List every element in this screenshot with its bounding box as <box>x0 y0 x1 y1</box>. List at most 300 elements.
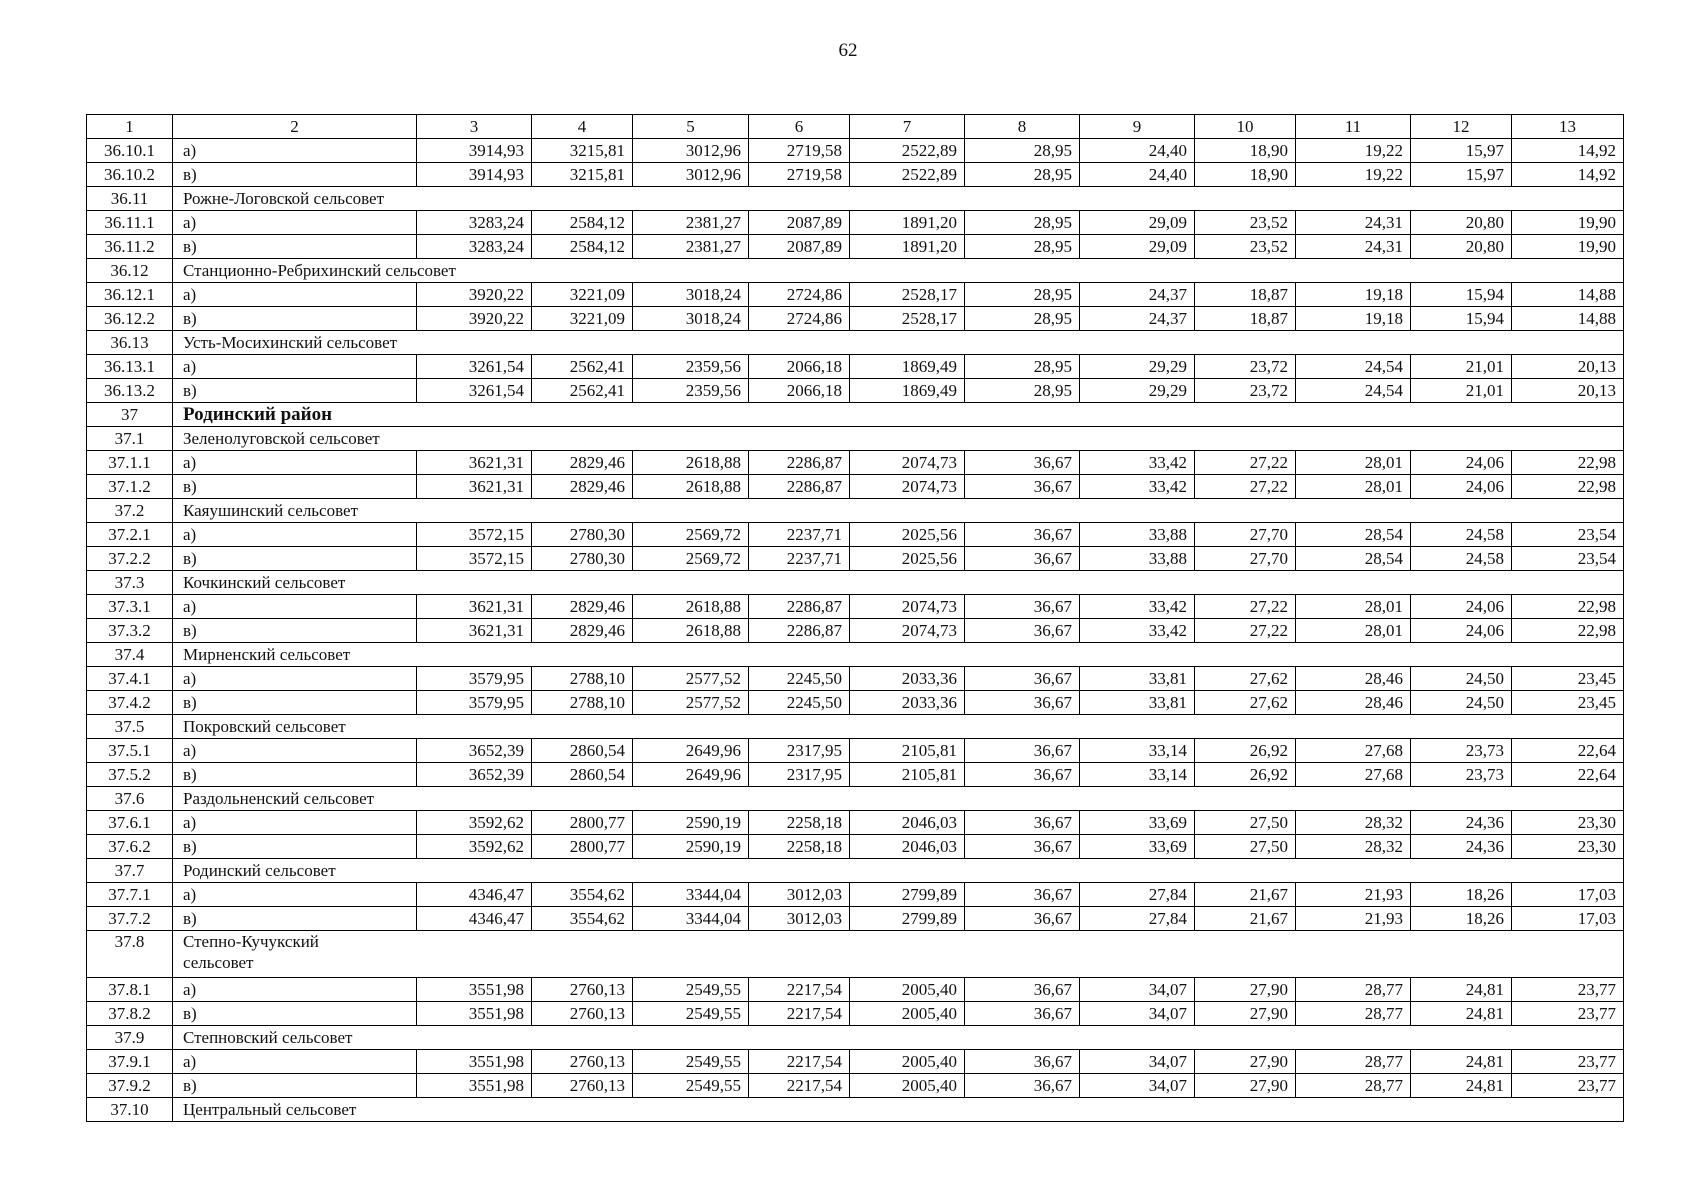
section-title: Кочкинский сельсовет <box>173 571 1624 595</box>
table-row <box>87 163 1624 187</box>
value-cell: 2760,13 <box>532 978 633 1002</box>
value-cell: 2074,73 <box>850 451 965 475</box>
row-code: 37.1 <box>87 427 173 451</box>
row-code: 37.2.1 <box>87 523 173 547</box>
row-label: а) <box>173 283 417 307</box>
value-cell: 2719,58 <box>749 139 850 163</box>
row-label: а) <box>173 811 417 835</box>
section-row <box>87 1026 1624 1050</box>
value-cell: 23,73 <box>1411 739 1512 763</box>
row-code: 37.9.1 <box>87 1050 173 1074</box>
value-cell: 15,97 <box>1411 163 1512 187</box>
value-cell: 23,72 <box>1195 379 1296 403</box>
value-cell: 27,22 <box>1195 595 1296 619</box>
row-code: 37.5.2 <box>87 763 173 787</box>
table-row <box>87 451 1624 475</box>
value-cell: 24,58 <box>1411 523 1512 547</box>
value-cell: 2217,54 <box>749 1050 850 1074</box>
value-cell: 2359,56 <box>633 379 749 403</box>
section-row <box>87 331 1624 355</box>
value-cell: 22,64 <box>1512 739 1624 763</box>
value-cell: 23,45 <box>1512 667 1624 691</box>
value-cell: 28,46 <box>1296 691 1411 715</box>
value-cell: 34,07 <box>1080 978 1195 1002</box>
value-cell: 33,88 <box>1080 547 1195 571</box>
row-code: 37.9 <box>87 1026 173 1050</box>
table-row <box>87 811 1624 835</box>
value-cell: 2087,89 <box>749 235 850 259</box>
value-cell: 21,01 <box>1411 379 1512 403</box>
value-cell: 23,77 <box>1512 1050 1624 1074</box>
table-row <box>87 211 1624 235</box>
value-cell: 14,92 <box>1512 139 1624 163</box>
value-cell: 2829,46 <box>532 475 633 499</box>
value-cell: 33,42 <box>1080 451 1195 475</box>
value-cell: 28,54 <box>1296 547 1411 571</box>
value-cell: 23,45 <box>1512 691 1624 715</box>
value-cell: 36,67 <box>965 1002 1080 1026</box>
value-cell: 24,81 <box>1411 1050 1512 1074</box>
value-cell: 2046,03 <box>850 835 965 859</box>
value-cell: 33,88 <box>1080 523 1195 547</box>
value-cell: 2237,71 <box>749 547 850 571</box>
row-label: в) <box>173 475 417 499</box>
value-cell: 28,46 <box>1296 667 1411 691</box>
value-cell: 2025,56 <box>850 523 965 547</box>
table-row <box>87 139 1624 163</box>
row-label: а) <box>173 211 417 235</box>
value-cell: 2760,13 <box>532 1002 633 1026</box>
row-label: в) <box>173 379 417 403</box>
value-cell: 36,67 <box>965 811 1080 835</box>
row-code: 37.9.2 <box>87 1074 173 1098</box>
value-cell: 24,81 <box>1411 978 1512 1002</box>
value-cell: 33,81 <box>1080 691 1195 715</box>
value-cell: 3652,39 <box>417 739 532 763</box>
value-cell: 2590,19 <box>633 811 749 835</box>
district-row <box>87 403 1624 427</box>
value-cell: 2105,81 <box>850 739 965 763</box>
value-cell: 29,09 <box>1080 235 1195 259</box>
row-label: а) <box>173 139 417 163</box>
value-cell: 3018,24 <box>633 283 749 307</box>
value-cell: 28,95 <box>965 211 1080 235</box>
value-cell: 2562,41 <box>532 355 633 379</box>
value-cell: 24,36 <box>1411 835 1512 859</box>
value-cell: 23,73 <box>1411 763 1512 787</box>
value-cell: 15,94 <box>1411 283 1512 307</box>
value-cell: 2562,41 <box>532 379 633 403</box>
row-code: 36.10.1 <box>87 139 173 163</box>
value-cell: 28,01 <box>1296 475 1411 499</box>
value-cell: 23,77 <box>1512 1002 1624 1026</box>
value-cell: 2788,10 <box>532 667 633 691</box>
table-row <box>87 379 1624 403</box>
table-row <box>87 355 1624 379</box>
value-cell: 28,77 <box>1296 1050 1411 1074</box>
value-cell: 3914,93 <box>417 163 532 187</box>
value-cell: 3261,54 <box>417 379 532 403</box>
value-cell: 2780,30 <box>532 523 633 547</box>
value-cell: 14,88 <box>1512 283 1624 307</box>
table-row <box>87 978 1624 1002</box>
value-cell: 4346,47 <box>417 907 532 931</box>
row-label: а) <box>173 883 417 907</box>
value-cell: 3554,62 <box>532 907 633 931</box>
section-row <box>87 187 1624 211</box>
value-cell: 29,29 <box>1080 355 1195 379</box>
value-cell: 27,90 <box>1195 1050 1296 1074</box>
value-cell: 33,42 <box>1080 595 1195 619</box>
value-cell: 2760,13 <box>532 1050 633 1074</box>
value-cell: 22,98 <box>1512 595 1624 619</box>
row-label: в) <box>173 1074 417 1098</box>
value-cell: 26,92 <box>1195 763 1296 787</box>
value-cell: 2286,87 <box>749 595 850 619</box>
value-cell: 36,67 <box>965 1074 1080 1098</box>
value-cell: 24,50 <box>1411 667 1512 691</box>
value-cell: 28,95 <box>965 139 1080 163</box>
value-cell: 3018,24 <box>633 307 749 331</box>
row-code: 37.3.2 <box>87 619 173 643</box>
value-cell: 1869,49 <box>850 379 965 403</box>
value-cell: 33,81 <box>1080 667 1195 691</box>
table-row <box>87 691 1624 715</box>
value-cell: 33,42 <box>1080 619 1195 643</box>
value-cell: 2549,55 <box>633 978 749 1002</box>
value-cell: 2829,46 <box>532 619 633 643</box>
column-number: 1 <box>87 115 173 139</box>
value-cell: 2649,96 <box>633 763 749 787</box>
value-cell: 20,80 <box>1411 235 1512 259</box>
value-cell: 23,30 <box>1512 835 1624 859</box>
section-row <box>87 643 1624 667</box>
value-cell: 2359,56 <box>633 355 749 379</box>
value-cell: 2286,87 <box>749 451 850 475</box>
row-code: 36.13 <box>87 331 173 355</box>
value-cell: 33,14 <box>1080 763 1195 787</box>
value-cell: 27,62 <box>1195 691 1296 715</box>
row-label: а) <box>173 739 417 763</box>
value-cell: 2799,89 <box>850 883 965 907</box>
section-title-text: Степно-Кучукский сельсовет <box>183 932 319 972</box>
value-cell: 34,07 <box>1080 1002 1195 1026</box>
value-cell: 2618,88 <box>633 475 749 499</box>
value-cell: 2549,55 <box>633 1002 749 1026</box>
value-cell: 2800,77 <box>532 811 633 835</box>
value-cell: 21,67 <box>1195 907 1296 931</box>
value-cell: 3012,96 <box>633 139 749 163</box>
section-title: Степновский сельсовет <box>173 1026 1624 1050</box>
value-cell: 23,72 <box>1195 355 1296 379</box>
value-cell: 2245,50 <box>749 667 850 691</box>
value-cell: 19,18 <box>1296 307 1411 331</box>
value-cell: 33,69 <box>1080 835 1195 859</box>
row-code: 37.8.1 <box>87 978 173 1002</box>
value-cell: 3914,93 <box>417 139 532 163</box>
column-number: 11 <box>1296 115 1411 139</box>
value-cell: 28,95 <box>965 235 1080 259</box>
value-cell: 36,67 <box>965 907 1080 931</box>
table-row <box>87 1002 1624 1026</box>
value-cell: 2074,73 <box>850 619 965 643</box>
section-row <box>87 259 1624 283</box>
value-cell: 23,30 <box>1512 811 1624 835</box>
value-cell: 24,58 <box>1411 547 1512 571</box>
table-row <box>87 763 1624 787</box>
value-cell: 3621,31 <box>417 619 532 643</box>
value-cell: 3221,09 <box>532 307 633 331</box>
value-cell: 2724,86 <box>749 307 850 331</box>
column-number: 8 <box>965 115 1080 139</box>
value-cell: 2217,54 <box>749 1074 850 1098</box>
column-number: 10 <box>1195 115 1296 139</box>
value-cell: 24,31 <box>1296 211 1411 235</box>
row-label: а) <box>173 355 417 379</box>
column-number-header-row <box>87 115 1624 139</box>
value-cell: 3572,15 <box>417 523 532 547</box>
row-code: 37.7 <box>87 859 173 883</box>
row-code: 37.3 <box>87 571 173 595</box>
column-number: 9 <box>1080 115 1195 139</box>
value-cell: 21,93 <box>1296 907 1411 931</box>
value-cell: 1891,20 <box>850 235 965 259</box>
value-cell: 24,37 <box>1080 283 1195 307</box>
section-title: Родинский сельсовет <box>173 859 1624 883</box>
section-row <box>87 859 1624 883</box>
table-row <box>87 283 1624 307</box>
value-cell: 28,95 <box>965 355 1080 379</box>
value-cell: 21,67 <box>1195 883 1296 907</box>
value-cell: 28,77 <box>1296 1002 1411 1026</box>
value-cell: 3621,31 <box>417 451 532 475</box>
value-cell: 24,81 <box>1411 1002 1512 1026</box>
value-cell: 27,22 <box>1195 619 1296 643</box>
column-number: 3 <box>417 115 532 139</box>
value-cell: 2033,36 <box>850 667 965 691</box>
value-cell: 2258,18 <box>749 835 850 859</box>
value-cell: 2317,95 <box>749 739 850 763</box>
value-cell: 3551,98 <box>417 1002 532 1026</box>
value-cell: 24,06 <box>1411 619 1512 643</box>
value-cell: 3579,95 <box>417 691 532 715</box>
value-cell: 36,67 <box>965 1050 1080 1074</box>
value-cell: 36,67 <box>965 763 1080 787</box>
table-row <box>87 619 1624 643</box>
column-number: 12 <box>1411 115 1512 139</box>
value-cell: 2381,27 <box>633 235 749 259</box>
value-cell: 24,50 <box>1411 691 1512 715</box>
value-cell: 28,32 <box>1296 811 1411 835</box>
section-title: Усть-Мосихинский сельсовет <box>173 331 1624 355</box>
value-cell: 3652,39 <box>417 763 532 787</box>
value-cell: 27,22 <box>1195 451 1296 475</box>
value-cell: 3012,96 <box>633 163 749 187</box>
value-cell: 28,95 <box>965 307 1080 331</box>
value-cell: 2724,86 <box>749 283 850 307</box>
value-cell: 3554,62 <box>532 883 633 907</box>
value-cell: 28,95 <box>965 379 1080 403</box>
row-label: в) <box>173 619 417 643</box>
value-cell: 34,07 <box>1080 1050 1195 1074</box>
value-cell: 24,36 <box>1411 811 1512 835</box>
value-cell: 2528,17 <box>850 283 965 307</box>
section-row <box>87 931 1624 978</box>
value-cell: 19,22 <box>1296 163 1411 187</box>
value-cell: 24,37 <box>1080 307 1195 331</box>
value-cell: 27,84 <box>1080 883 1195 907</box>
value-cell: 2074,73 <box>850 595 965 619</box>
value-cell: 19,90 <box>1512 211 1624 235</box>
value-cell: 2577,52 <box>633 691 749 715</box>
row-code: 36.12.1 <box>87 283 173 307</box>
section-row <box>87 1098 1624 1122</box>
value-cell: 18,87 <box>1195 307 1296 331</box>
value-cell: 28,95 <box>965 283 1080 307</box>
value-cell: 20,80 <box>1411 211 1512 235</box>
row-code: 37.10 <box>87 1098 173 1122</box>
column-number: 2 <box>173 115 417 139</box>
value-cell: 1891,20 <box>850 211 965 235</box>
value-cell: 2258,18 <box>749 811 850 835</box>
value-cell: 24,06 <box>1411 451 1512 475</box>
value-cell: 2005,40 <box>850 1074 965 1098</box>
value-cell: 2590,19 <box>633 835 749 859</box>
value-cell: 3621,31 <box>417 595 532 619</box>
row-code: 37.2 <box>87 499 173 523</box>
value-cell: 18,90 <box>1195 139 1296 163</box>
value-cell: 2788,10 <box>532 691 633 715</box>
value-cell: 33,42 <box>1080 475 1195 499</box>
tariff-table <box>86 114 1624 1122</box>
row-code: 37.6.1 <box>87 811 173 835</box>
value-cell: 3215,81 <box>532 163 633 187</box>
value-cell: 36,67 <box>965 978 1080 1002</box>
value-cell: 2033,36 <box>850 691 965 715</box>
value-cell: 27,50 <box>1195 835 1296 859</box>
value-cell: 22,98 <box>1512 619 1624 643</box>
row-code: 37.7.2 <box>87 907 173 931</box>
section-title: Каяушинский сельсовет <box>173 499 1624 523</box>
row-label: в) <box>173 547 417 571</box>
table-row <box>87 523 1624 547</box>
row-label: а) <box>173 595 417 619</box>
value-cell: 3012,03 <box>749 907 850 931</box>
row-code: 37.1.2 <box>87 475 173 499</box>
value-cell: 28,95 <box>965 163 1080 187</box>
value-cell: 2829,46 <box>532 595 633 619</box>
value-cell: 2217,54 <box>749 1002 850 1026</box>
value-cell: 2046,03 <box>850 811 965 835</box>
value-cell: 3283,24 <box>417 211 532 235</box>
value-cell: 27,70 <box>1195 523 1296 547</box>
value-cell: 27,62 <box>1195 667 1296 691</box>
value-cell: 2618,88 <box>633 595 749 619</box>
value-cell: 21,01 <box>1411 355 1512 379</box>
section-title: Раздольненский сельсовет <box>173 787 1624 811</box>
value-cell: 4346,47 <box>417 883 532 907</box>
value-cell: 19,22 <box>1296 139 1411 163</box>
value-cell: 21,93 <box>1296 883 1411 907</box>
column-number: 5 <box>633 115 749 139</box>
value-cell: 3920,22 <box>417 283 532 307</box>
value-cell: 36,67 <box>965 835 1080 859</box>
row-label: а) <box>173 523 417 547</box>
row-code: 37.8.2 <box>87 1002 173 1026</box>
value-cell: 34,07 <box>1080 1074 1195 1098</box>
value-cell: 24,40 <box>1080 163 1195 187</box>
row-code: 37.1.1 <box>87 451 173 475</box>
value-cell: 2528,17 <box>850 307 965 331</box>
value-cell: 23,77 <box>1512 978 1624 1002</box>
value-cell: 36,67 <box>965 739 1080 763</box>
value-cell: 33,14 <box>1080 739 1195 763</box>
value-cell: 3592,62 <box>417 811 532 835</box>
row-code: 36.13.1 <box>87 355 173 379</box>
value-cell: 1869,49 <box>850 355 965 379</box>
value-cell: 29,29 <box>1080 379 1195 403</box>
value-cell: 3261,54 <box>417 355 532 379</box>
table-row <box>87 475 1624 499</box>
value-cell: 24,54 <box>1296 355 1411 379</box>
value-cell: 27,90 <box>1195 1002 1296 1026</box>
value-cell: 26,92 <box>1195 739 1296 763</box>
row-code: 37 <box>87 403 173 427</box>
row-code: 37.5.1 <box>87 739 173 763</box>
value-cell: 24,06 <box>1411 595 1512 619</box>
value-cell: 3621,31 <box>417 475 532 499</box>
value-cell: 36,67 <box>965 547 1080 571</box>
value-cell: 2860,54 <box>532 763 633 787</box>
row-code: 36.11.1 <box>87 211 173 235</box>
value-cell: 36,67 <box>965 691 1080 715</box>
section-title: Станционно-Ребрихинский сельсовет <box>173 259 1624 283</box>
row-code: 37.2.2 <box>87 547 173 571</box>
table-row <box>87 739 1624 763</box>
value-cell: 14,92 <box>1512 163 1624 187</box>
value-cell: 36,67 <box>965 883 1080 907</box>
value-cell: 18,87 <box>1195 283 1296 307</box>
row-code: 36.12.2 <box>87 307 173 331</box>
column-number: 7 <box>850 115 965 139</box>
value-cell: 15,94 <box>1411 307 1512 331</box>
row-label: в) <box>173 307 417 331</box>
value-cell: 2025,56 <box>850 547 965 571</box>
value-cell: 29,09 <box>1080 211 1195 235</box>
value-cell: 23,77 <box>1512 1074 1624 1098</box>
value-cell: 2549,55 <box>633 1074 749 1098</box>
value-cell: 17,03 <box>1512 883 1624 907</box>
row-code: 36.11 <box>87 187 173 211</box>
value-cell: 36,67 <box>965 619 1080 643</box>
value-cell: 17,03 <box>1512 907 1624 931</box>
section-title: Зеленолуговской сельсовет <box>173 427 1624 451</box>
value-cell: 3344,04 <box>633 907 749 931</box>
section-title: Центральный сельсовет <box>173 1098 1624 1122</box>
value-cell: 2087,89 <box>749 211 850 235</box>
section-row <box>87 715 1624 739</box>
value-cell: 18,26 <box>1411 883 1512 907</box>
value-cell: 2317,95 <box>749 763 850 787</box>
value-cell: 3572,15 <box>417 547 532 571</box>
value-cell: 28,01 <box>1296 451 1411 475</box>
value-cell: 19,18 <box>1296 283 1411 307</box>
row-label: в) <box>173 907 417 931</box>
value-cell: 2237,71 <box>749 523 850 547</box>
table-row <box>87 307 1624 331</box>
column-number: 4 <box>532 115 633 139</box>
value-cell: 33,69 <box>1080 811 1195 835</box>
